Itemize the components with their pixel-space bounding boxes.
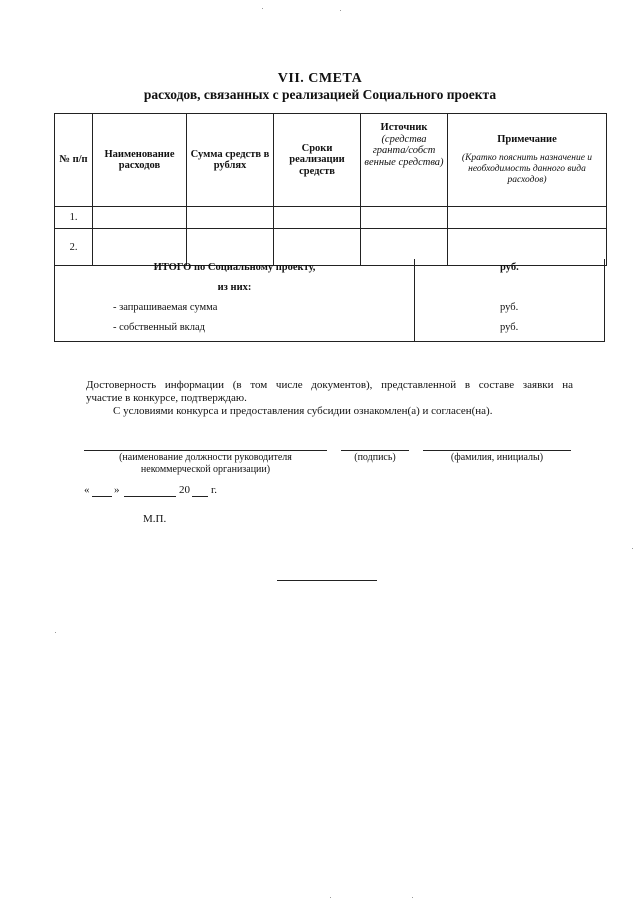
declaration-line-3: С условиями конкурса и предоставления субсидии ознакомлен(а) и согласен(на). <box>113 405 493 417</box>
budget-table <box>54 113 607 266</box>
sign-line[interactable] <box>341 450 409 451</box>
position-caption-line-1: (наименование должности руководителя <box>119 452 292 463</box>
position-caption-line-2: некоммерческой организации) <box>140 463 271 475</box>
stamp-mark: М.П. <box>143 513 167 525</box>
totals-block <box>54 259 605 342</box>
year-prefix: 20 <box>179 484 190 496</box>
date-close-quote: » <box>114 484 120 496</box>
date-line <box>84 484 304 498</box>
cell-amount[interactable] <box>187 207 274 229</box>
row-num: 2. <box>55 229 93 266</box>
scan-speck <box>412 897 413 898</box>
requested-rub: руб. <box>500 302 519 313</box>
end-rule <box>277 580 377 581</box>
scan-speck <box>340 10 341 11</box>
total-rub: руб. <box>500 262 519 273</box>
header-num: № п/п <box>55 114 93 207</box>
requested-label: - запрашиваемая сумма <box>113 302 218 313</box>
cell-terms[interactable] <box>274 207 361 229</box>
own-contribution-label: - собственный вклад <box>113 322 206 333</box>
header-note <box>448 114 607 207</box>
scan-speck <box>330 897 331 898</box>
date-open-quote: « <box>84 484 90 496</box>
own-rub: руб. <box>500 322 519 333</box>
header-source-sub: (средства гранта/собст венные средства) <box>364 133 444 168</box>
cell-note[interactable] <box>448 207 607 229</box>
scan-speck <box>262 8 263 9</box>
header-source <box>361 114 448 207</box>
header-note-sub: (Кратко пояснить назначение и необходимость данного вида расходов) <box>461 153 593 186</box>
declaration-line-1: Достоверность информации (в том числе документов), представленной в составе заявки на <box>86 379 573 391</box>
total-label: ИТОГО по Социальному проекту, <box>153 262 316 273</box>
header-terms: Сроки реализации средств <box>274 114 361 207</box>
sign-caption: (подпись) <box>354 452 396 463</box>
row-num: 1. <box>55 207 93 229</box>
position-signature-line[interactable] <box>84 450 327 451</box>
position-caption <box>84 452 327 475</box>
name-caption: (фамилия, инициалы) <box>450 452 544 463</box>
scan-speck <box>632 548 633 549</box>
year-blank[interactable] <box>192 496 208 497</box>
totals-divider <box>414 259 415 341</box>
cell-source[interactable] <box>361 207 448 229</box>
cell-name[interactable] <box>93 207 187 229</box>
declaration-line-2: участие в конкурсе, подтверждаю. <box>86 392 247 404</box>
day-blank[interactable] <box>92 496 112 497</box>
header-amount: Сумма средств в рублях <box>187 114 274 207</box>
month-blank[interactable] <box>124 496 176 497</box>
section-title: VII. СМЕТА <box>277 71 363 86</box>
of-them-label: из них: <box>217 282 252 293</box>
name-line[interactable] <box>423 450 571 451</box>
year-suffix: г. <box>211 484 218 496</box>
header-source-title: Источник <box>380 122 428 133</box>
header-note-title: Примечание <box>497 133 557 145</box>
header-name: Наименование расходов <box>93 114 187 207</box>
scan-speck <box>55 632 56 633</box>
table-header-row <box>55 114 607 207</box>
table-row <box>55 207 607 229</box>
section-subtitle: расходов, связанных с реализацией Социального проекта <box>143 87 497 102</box>
